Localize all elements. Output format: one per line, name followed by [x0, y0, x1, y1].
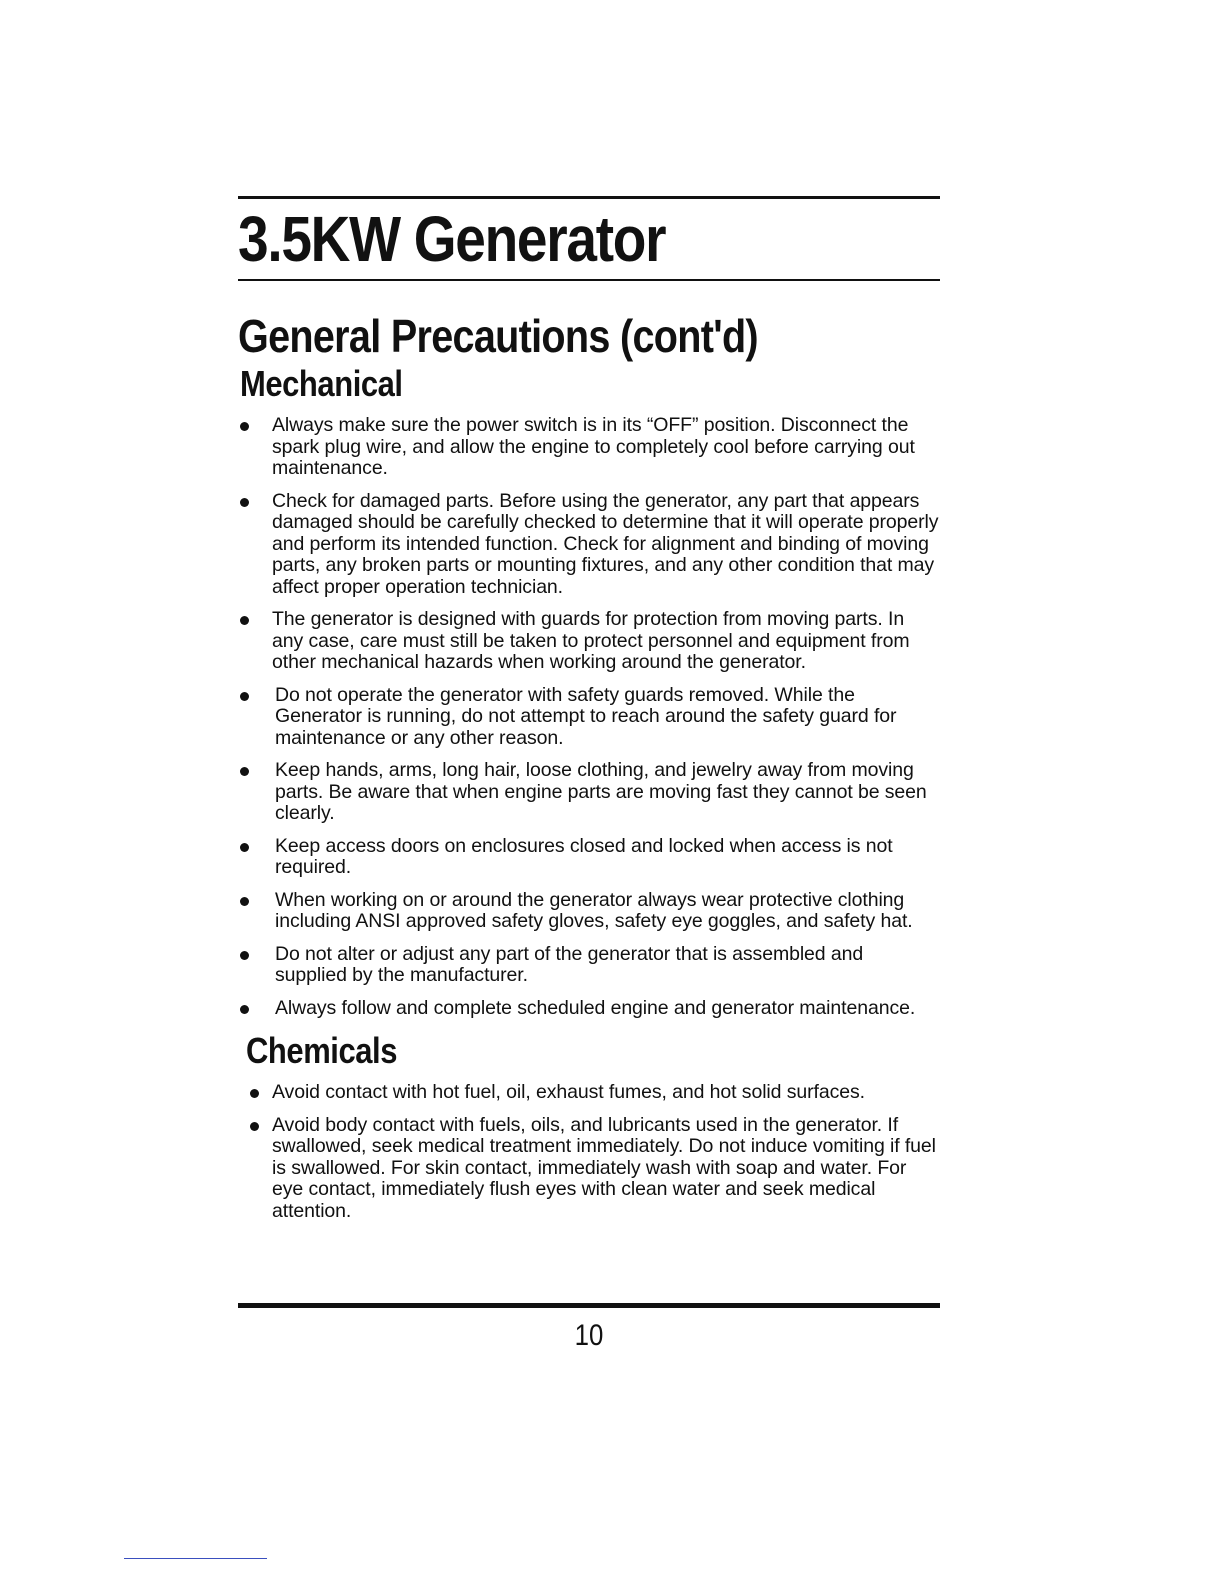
bullet-icon: [250, 1089, 259, 1098]
list-item-text: Do not alter or adjust any part of the generator that is assembled and supplied by the manufacturer.: [275, 942, 864, 986]
list-item: [238, 609, 940, 674]
list-item-text: Always make sure the power switch is in its “OFF” position. Disconnect the spark plug wire, and allow the engine to completely cool before carrying out maintenance.: [272, 414, 915, 479]
title-bottom-rule: [238, 279, 940, 281]
bullet-icon: [250, 1122, 259, 1131]
bullet-icon: [240, 897, 249, 906]
list-item-text: Avoid body contact with fuels, oils, and lubricants used in the generator. If swallowed, seek medical treatment immediately. Do not induce vomiting if fuel is swallowed. For skin contact, immediately wash with soap and water. For eye contact, immediately flush eyes with clean water and seek medical attention.: [272, 1113, 936, 1222]
list-item-text: Keep hands, arms, long hair, loose clothing, and jewelry away from moving parts. Be aware that when engine parts are moving fast they cannot be seen clearly.: [275, 759, 927, 824]
list-item: [238, 836, 940, 879]
bullet-icon: [240, 422, 249, 431]
footer-rule: [238, 1303, 940, 1308]
document-title: 3.5KW Generator: [238, 203, 666, 275]
list-item-text: Do not operate the generator with safety guards removed. While the Generator is running, do not attempt to reach around the safety guard for maintenance or any other reason.: [275, 683, 897, 749]
mechanical-list: [238, 415, 940, 1019]
list-item: [238, 415, 940, 480]
page-number: 10: [574, 1319, 604, 1352]
list-item-text: Avoid contact with hot fuel, oil, exhaust fumes, and hot solid surfaces.: [272, 1081, 865, 1103]
bullet-icon: [240, 843, 249, 852]
list-item: [238, 491, 940, 599]
list-item: [238, 998, 940, 1020]
footer-divider: [124, 1558, 267, 1559]
chemicals-heading: Chemicals: [246, 1030, 398, 1071]
mechanical-heading: Mechanical: [240, 363, 403, 404]
bullet-icon: [240, 1005, 249, 1014]
section-title: General Precautions (cont'd): [238, 310, 758, 362]
bullet-icon: [240, 616, 249, 625]
list-item: [238, 890, 940, 933]
bullet-icon: [240, 951, 249, 960]
list-item-text: Always follow and complete scheduled engine and generator maintenance.: [275, 996, 916, 1019]
chemicals-list: [238, 1082, 940, 1222]
list-item: [238, 760, 940, 825]
bullet-icon: [240, 498, 249, 507]
list-item: [238, 944, 940, 987]
list-item-text: Check for damaged parts. Before using the generator, any part that appears damaged should be carefully checked to determine that it will operate properly and perform its intended function. Check for alignment and binding of moving parts, any broken parts or mounting fixtures, and any other condition that may affect proper operation technician.: [272, 489, 939, 598]
list-item: [238, 685, 940, 750]
manual-page: [238, 196, 940, 1233]
list-item: [238, 1082, 940, 1104]
list-item-text: When working on or around the generator always wear protective clothing including ANSI approved safety gloves, safety eye goggles, and safety hat.: [275, 888, 913, 932]
bullet-icon: [240, 692, 249, 701]
title-top-rule: [238, 196, 940, 199]
list-item: [238, 1115, 940, 1223]
list-item-text: The generator is designed with guards for protection from moving parts. In any case, care must still be taken to protect personnel and equipment from other mechanical hazards when working around the generator.: [272, 608, 910, 673]
bullet-icon: [240, 767, 249, 776]
list-item-text: Keep access doors on enclosures closed and locked when access is not required.: [275, 834, 893, 878]
